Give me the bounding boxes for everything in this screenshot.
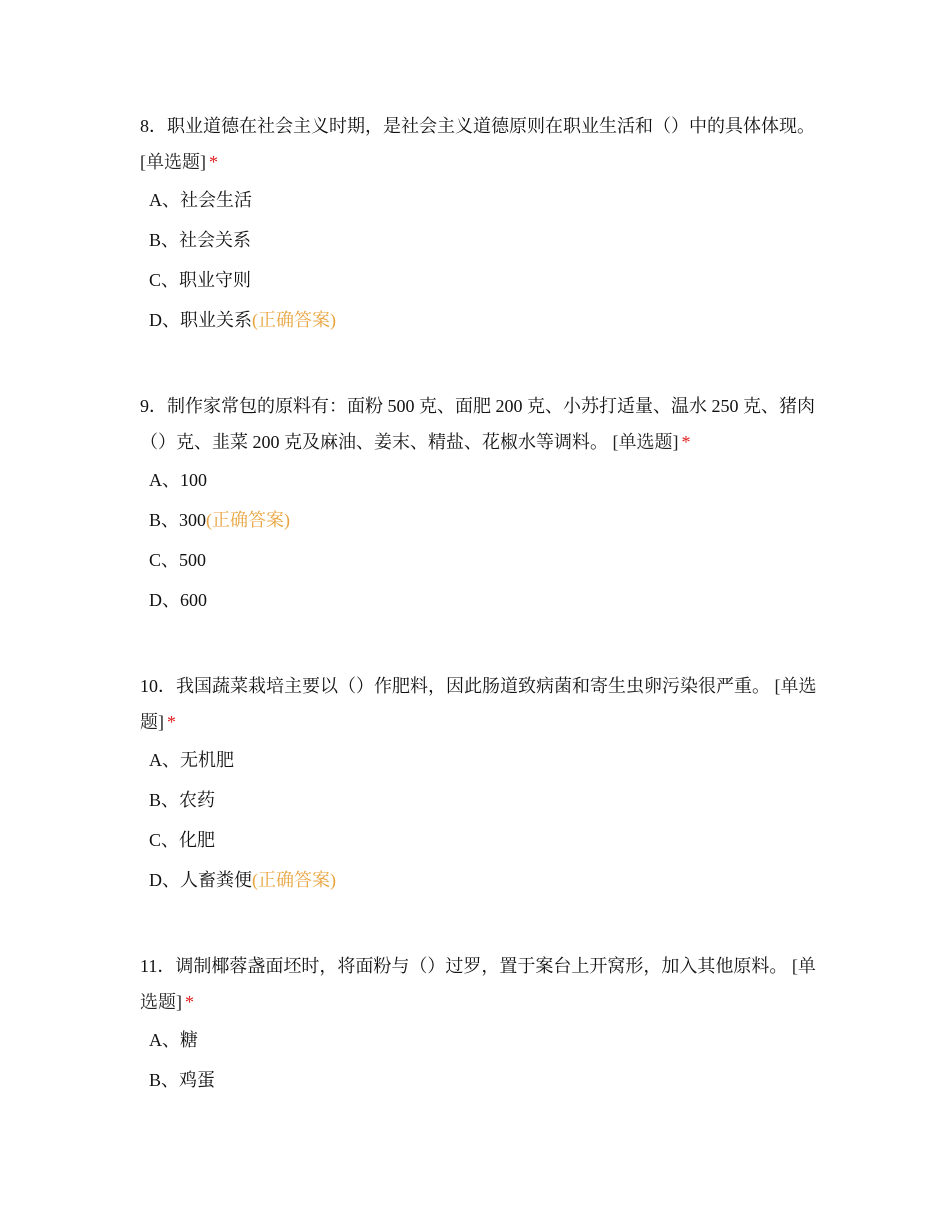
correct-answer-mark: (正确答案) xyxy=(252,870,336,890)
question-type-tag: [单选题] xyxy=(612,432,679,452)
option-label: B、农药 xyxy=(149,790,216,810)
question-11 xyxy=(140,948,820,1108)
option-label: D、职业关系 xyxy=(149,310,252,330)
option-list xyxy=(140,748,820,908)
option-a[interactable] xyxy=(149,188,820,228)
question-text xyxy=(140,108,820,180)
option-list xyxy=(140,188,820,348)
required-marker: * xyxy=(185,992,194,1012)
question-prompt: 8．职业道德在社会主义时期，是社会主义道德原则在职业生活和（）中的具体体现。 xyxy=(140,116,815,136)
question-text xyxy=(140,668,820,740)
question-type-tag: [单选题] xyxy=(140,956,816,1012)
question-prompt: 10．我国蔬菜栽培主要以（）作肥料，因此肠道致病菌和寄生虫卵污染很严重。 xyxy=(140,676,770,696)
question-10 xyxy=(140,668,820,908)
option-label: A、100 xyxy=(149,470,207,490)
option-a[interactable] xyxy=(149,1028,820,1068)
option-d[interactable] xyxy=(149,868,820,908)
option-a[interactable] xyxy=(149,468,820,508)
option-b[interactable] xyxy=(149,228,820,268)
option-b[interactable] xyxy=(149,1068,820,1108)
option-c[interactable] xyxy=(149,828,820,868)
option-label: B、300 xyxy=(149,510,207,530)
option-list xyxy=(140,468,820,628)
question-type-tag: [单选题] xyxy=(140,152,206,172)
correct-answer-mark: (正确答案) xyxy=(206,510,291,530)
correct-answer-mark: (正确答案) xyxy=(252,310,336,330)
option-label: A、无机肥 xyxy=(149,750,234,770)
option-label: B、鸡蛋 xyxy=(149,1070,216,1090)
question-text xyxy=(140,948,820,1020)
option-label: C、化肥 xyxy=(149,830,216,850)
option-label: B、社会关系 xyxy=(149,230,252,250)
question-prompt: 9．制作家常包的原料有：面粉 500 克、面肥 200 克、小苏打适量、温水 250 克、猪肉（）克、韭菜 200 克及麻油、姜末、精盐、花椒水等调料。 xyxy=(140,396,815,452)
option-d[interactable] xyxy=(149,588,820,628)
question-8 xyxy=(140,108,820,348)
question-prompt: 11．调制椰蓉盏面坯时，将面粉与（）过罗，置于案台上开窝形，加入其他原料。 xyxy=(140,956,788,976)
option-label: A、糖 xyxy=(149,1030,198,1050)
option-c[interactable] xyxy=(149,268,820,308)
option-a[interactable] xyxy=(149,748,820,788)
option-label: A、社会生活 xyxy=(149,190,252,210)
option-d[interactable] xyxy=(149,308,820,348)
option-b[interactable] xyxy=(149,788,820,828)
option-b[interactable] xyxy=(149,508,820,548)
option-list xyxy=(140,1028,820,1108)
question-text xyxy=(140,388,820,460)
option-label: C、500 xyxy=(149,550,207,570)
required-marker: * xyxy=(167,712,176,732)
required-marker: * xyxy=(681,432,691,452)
option-label: C、职业守则 xyxy=(149,270,252,290)
option-c[interactable] xyxy=(149,548,820,588)
required-marker: * xyxy=(209,152,218,172)
question-type-tag: [单选题] xyxy=(140,676,817,732)
option-label: D、600 xyxy=(149,590,207,610)
question-9 xyxy=(140,388,820,628)
option-label: D、人畜粪便 xyxy=(149,870,252,890)
